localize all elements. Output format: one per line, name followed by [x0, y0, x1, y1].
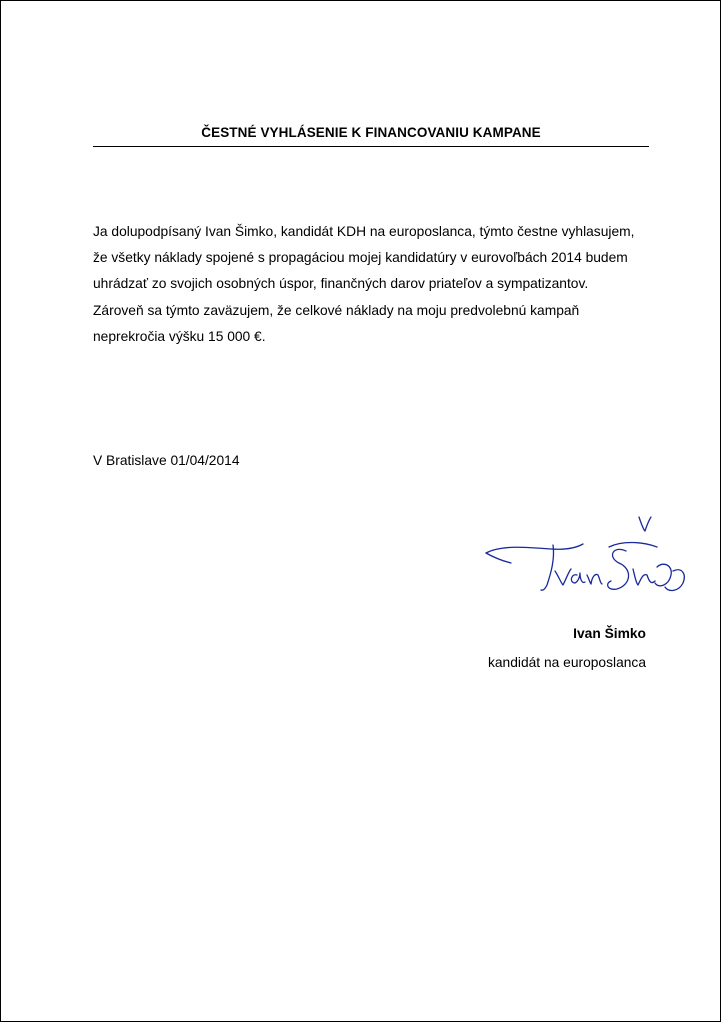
body-line: že všetky náklady spojené s propagáciou mojej kandidatúry v eurovoľbách 2014 budem — [93, 250, 628, 266]
body-line: Ja dolupodpísaný Ivan Šimko, kandidát KDH na europoslanca, týmto čestne vyhlasujem, — [93, 224, 635, 239]
document-title: ČESTNÉ VYHLÁSENIE K FINANCOVANIU KAMPANE — [201, 125, 541, 140]
title-underline — [93, 146, 649, 147]
place-and-date: V Bratislave 01/04/2014 — [93, 453, 240, 468]
signer-name: Ivan Šimko — [573, 626, 646, 641]
body-line: uhrádzať zo svojich osobných úspor, finančných darov priateľov a sympatizantov. — [93, 276, 589, 292]
handwritten-signature — [481, 511, 691, 611]
body-line: neprekročia výšku 15 000 €. — [93, 328, 266, 344]
signer-role: kandidát na europoslanca — [487, 655, 646, 670]
body-line: Zároveň sa týmto zaväzujem, že celkové náklady na moju predvolebnú kampaň — [93, 302, 580, 318]
declaration-body — [93, 219, 663, 350]
